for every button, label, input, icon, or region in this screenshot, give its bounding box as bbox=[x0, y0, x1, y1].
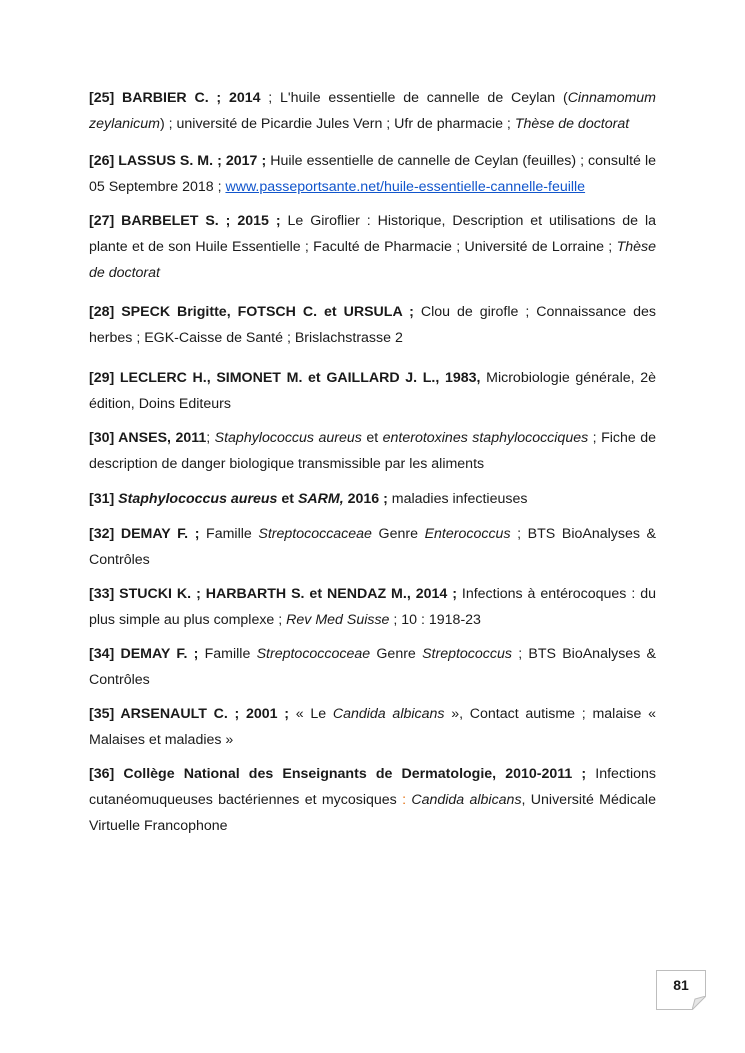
reference-32: [32] DEMAY F. ; Famille Streptococcaceae Genre Enterococcus ; BTS BioAnalyses & Contrôles bbox=[89, 526, 656, 568]
reference-31: [31] Staphylococcus aureus et SARM, 2016 ; maladies infectieuses bbox=[89, 491, 528, 507]
page-number-box bbox=[656, 970, 706, 1010]
reference-29: [29] LECLERC H., SIMONET M. et GAILLARD J. L., 1983, Microbiologie générale, 2è édition, Doins Editeurs bbox=[89, 370, 656, 412]
reference-34: [34] DEMAY F. ; Famille Streptococcoceae Genre Streptococcus ; BTS BioAnalyses & Contrôles bbox=[89, 646, 656, 688]
reference-author: [28] SPECK Brigitte, FOTSCH C. et URSULA ; bbox=[89, 304, 414, 320]
reference-author: [34] DEMAY F. ; bbox=[89, 646, 199, 662]
reference-author: [32] DEMAY F. ; bbox=[89, 526, 200, 542]
reference-36: [36] Collège National des Enseignants de Dermatologie, 2010-2011 ; Infections cutanéomuqueuses bactériennes et mycosiques : Candida albicans, Université Médicale Virtuelle Francophone bbox=[89, 766, 657, 834]
reference-author: [29] LECLERC H., SIMONET M. et GAILLARD J. L., 1983, bbox=[89, 370, 481, 386]
bibliography-list bbox=[89, 85, 656, 839]
reference-author: [36] Collège National des Enseignants de Dermatologie, 2010-2011 ; bbox=[89, 766, 587, 782]
page-number: 81 bbox=[673, 977, 689, 993]
reference-author: [26] LASSUS S. M. ; 2017 ; bbox=[89, 153, 267, 169]
reference-author: [31] Staphylococcus aureus et SARM, 2016 ; bbox=[89, 491, 388, 507]
reference-author: [27] BARBELET S. ; 2015 ; bbox=[89, 213, 281, 229]
reference-author: [25] BARBIER C. ; 2014 bbox=[89, 90, 261, 106]
reference-33: [33] STUCKI K. ; HARBARTH S. et NENDAZ M., 2014 ; Infections à entérocoques : du plus simple au plus complexe ; Rev Med Suisse ; 10 : 1918-23 bbox=[89, 586, 656, 628]
reference-30: [30] ANSES, 2011; Staphylococcus aureus et enterotoxines staphylococciques ; Fiche de description de danger biologique transmissible par les aliments bbox=[89, 430, 657, 472]
reference-27: [27] BARBELET S. ; 2015 ; Le Giroflier : Historique, Description et utilisations de la plante et de son Huile Essentielle ; Faculté de Pharmacie ; Université de Lorraine ; Thèse de doctorat bbox=[89, 213, 656, 281]
reference-link[interactable]: www.passeportsante.net/huile-essentielle-cannelle-feuille bbox=[225, 179, 586, 195]
reference-26: [26] LASSUS S. M. ; 2017 ; Huile essentielle de cannelle de Ceylan (feuilles) ; consulté le 05 Septembre 2018 ; www.passeportsante.net/huile-essentielle-cannelle-feuille bbox=[89, 153, 656, 195]
reference-author: [35] ARSENAULT C. ; 2001 ; bbox=[89, 706, 289, 722]
reference-author: [33] STUCKI K. ; HARBARTH S. et NENDAZ M., 2014 ; bbox=[89, 586, 457, 602]
reference-28: [28] SPECK Brigitte, FOTSCH C. et URSULA ; Clou de girofle ; Connaissance des herbes ; EGK-Caisse de Santé ; Brislachstrasse 2 bbox=[89, 304, 656, 346]
page-curl-icon bbox=[692, 996, 706, 1010]
reference-author: [30] ANSES, 2011 bbox=[89, 430, 207, 446]
reference-25: [25] BARBIER C. ; 2014 ; L'huile essentielle de cannelle de Ceylan (Cinnamomum zeylanicum) ; université de Picardie Jules Vern ; Ufr de pharmacie ; Thèse de doctorat bbox=[89, 90, 656, 132]
reference-35: [35] ARSENAULT C. ; 2001 ; « Le Candida albicans », Contact autisme ; malaise « Malaises et maladies » bbox=[89, 706, 656, 748]
